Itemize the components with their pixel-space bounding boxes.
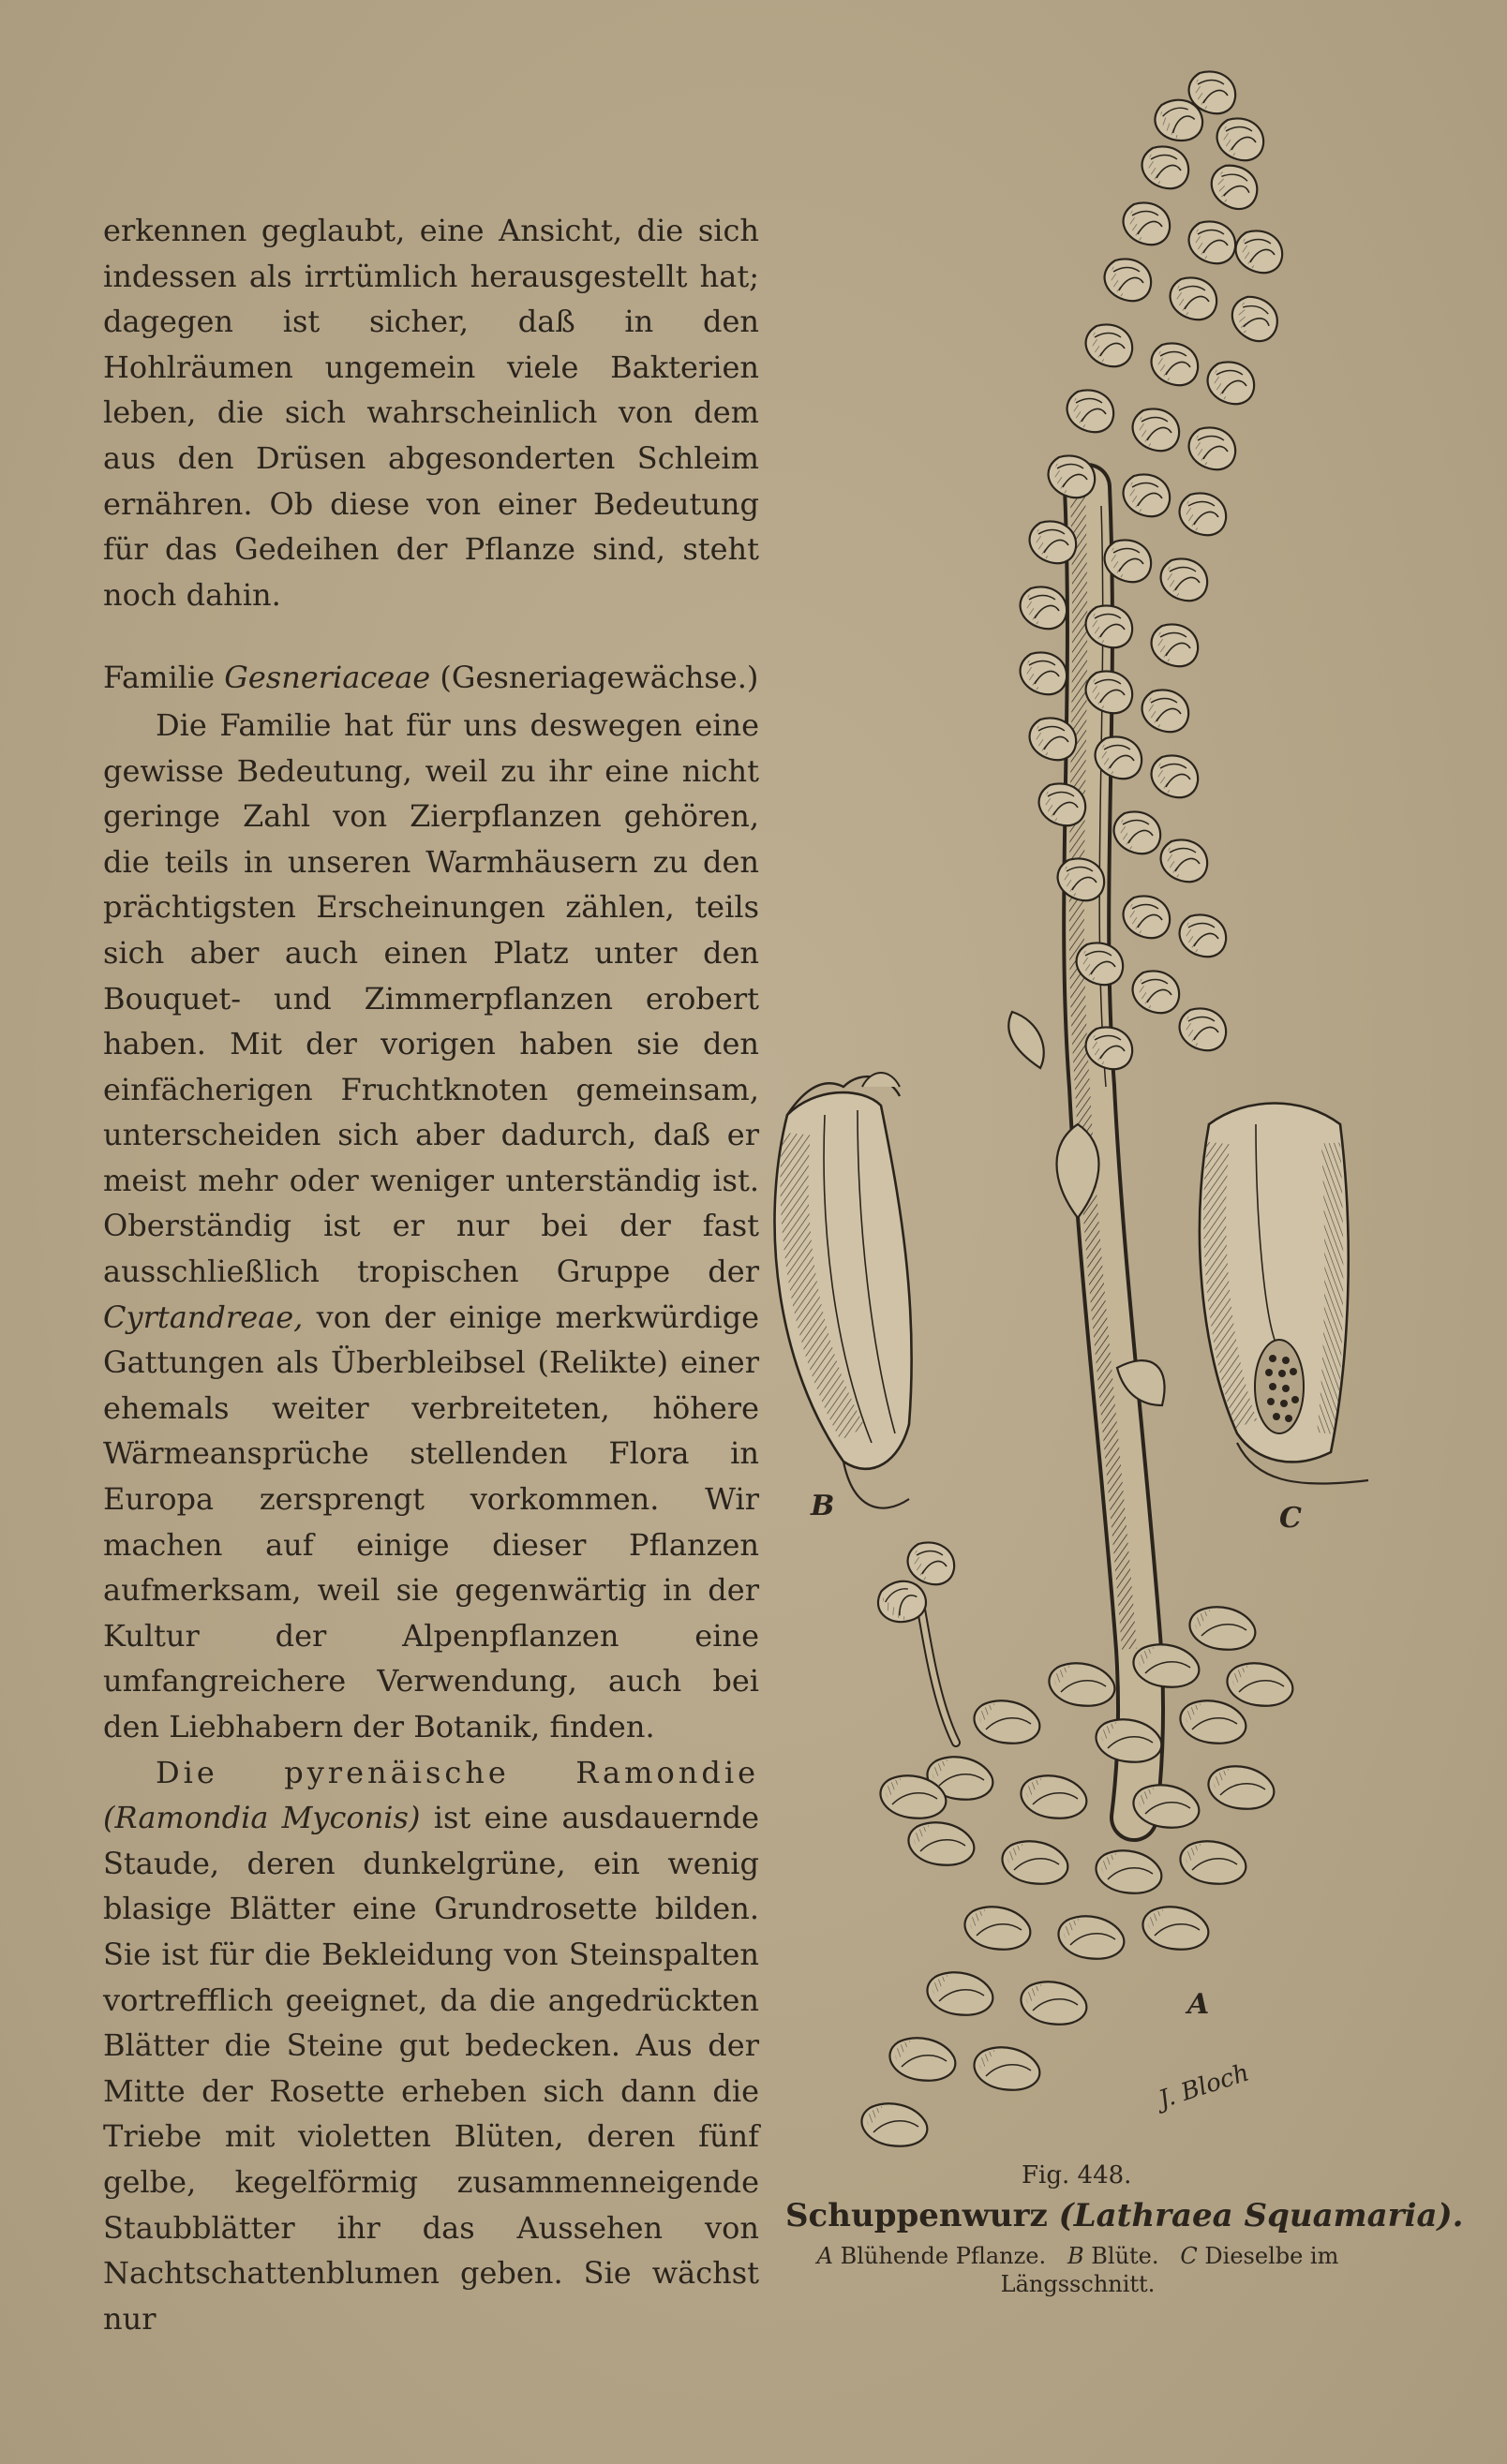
figure-number: Fig. 448. <box>1022 2161 1132 2189</box>
family-heading-prefix: Familie <box>103 660 216 696</box>
family-heading <box>103 655 759 701</box>
figure-label-a: A <box>1187 1988 1210 2021</box>
paragraph-2-part-1: Die Familie hat für uns deswegen eine gewisse Bedeutung, weil zu ihr eine nicht geringe Zahl von Zierpflanzen gehören, die teils in unseren Warmhäusern zu den prächtigsten Erscheinungen zählen, teils sich aber auch einen Platz unter den Bouquet- und Zimmerpflanzen erobert haben. Mit der vorigen haben sie den einfächerigen Fruchtknoten gemeinsam, unterscheiden sich aber dadurch, daß er meist mehr oder weniger unterständig ist. Oberständig ist er nur bei der fast ausschließlich tropischen Gruppe der <box>103 706 759 1290</box>
paragraph-3-latin: (Ramondia Myconis) <box>103 1800 421 1836</box>
paragraph-1: erkennen geglaubt, eine Ansicht, die sich indessen als irrtümlich herausgestellt hat; dagegen ist sicher, daß in den Hohlräumen ungemein viele Bakterien leben, die sich wahrscheinlich von dem aus den Drüsen abgesonderten Schleim ernähren. Ob diese von einer Bedeutung für das Gedeihen der Pflanze sind, steht noch dahin. <box>103 213 759 613</box>
family-heading-latin: Gesneriaceae <box>224 660 431 696</box>
paragraph-2 <box>103 703 759 1750</box>
figure-legend <box>768 2242 1387 2298</box>
legend-text-b: Blüte. <box>1091 2243 1159 2269</box>
legend-key-b: B <box>1067 2243 1084 2269</box>
flower-detail-b <box>775 1073 912 1508</box>
family-heading-suffix: (Gesneriagewächse.) <box>440 660 759 696</box>
text-column <box>103 208 759 2341</box>
flower-spike <box>1021 71 1283 1069</box>
legend-text-c: Dieselbe im Längsschnitt. <box>1000 2243 1339 2297</box>
paragraph-2-latin: Cyrtandreae, <box>103 1299 304 1335</box>
figure-label-c: C <box>1279 1502 1302 1535</box>
paragraph-2-part-2: von der einige merkwürdige Gattungen als Überbleibsel (Relikte) einer ehemals weiter verbreiteten, höhere Wärmeansprüche stellenden Flora in Europa zersprengt vorkommen. Wir machen auf einige dieser Pflanzen aufmerksam, weil sie gegenwärtig in der Kultur der Alpenpflanzen eine umfangreichere Verwendung, auch bei den Liebhabern der Botanik, finden. <box>103 1299 760 1744</box>
legend-text-a: Blühende Pflanze. <box>840 2243 1047 2269</box>
caption-german-name: Schuppenwurz <box>785 2197 1048 2234</box>
paragraph-3-name: Die pyrenäische Ramondie <box>156 1754 759 1790</box>
figure-label-b: B <box>811 1490 835 1522</box>
caption-latin-name: (Lathraea Squamaria). <box>1058 2197 1464 2234</box>
legend-key-a: A <box>816 2243 833 2269</box>
paragraph-3-rest: ist eine ausdauernde Staude, deren dunkelgrüne, ein wenig blasige Blätter eine Grundrosette bilden. Sie ist für die Bekleidung von Steinspalten vortrefflich geeignet, da die angedrückten Blätter die Steine gut bedecken. Aus der Mitte der Rosette erheben sich dann die Triebe mit violetten Blüten, deren fünf gelbe, kegelförmig zusammenneigende Staubblätter ihr das Aussehen von Nachtschattenblumen geben. Sie wächst nur <box>103 1800 760 2337</box>
figure-caption-title <box>785 2197 1463 2234</box>
paragraph-3 <box>103 1750 759 2342</box>
flower-detail-c <box>1200 1104 1368 1484</box>
legend-key-c: C <box>1180 2243 1198 2269</box>
plant-illustration <box>768 56 1387 2183</box>
artist-signature: J. Bloch <box>1155 2058 1253 2115</box>
